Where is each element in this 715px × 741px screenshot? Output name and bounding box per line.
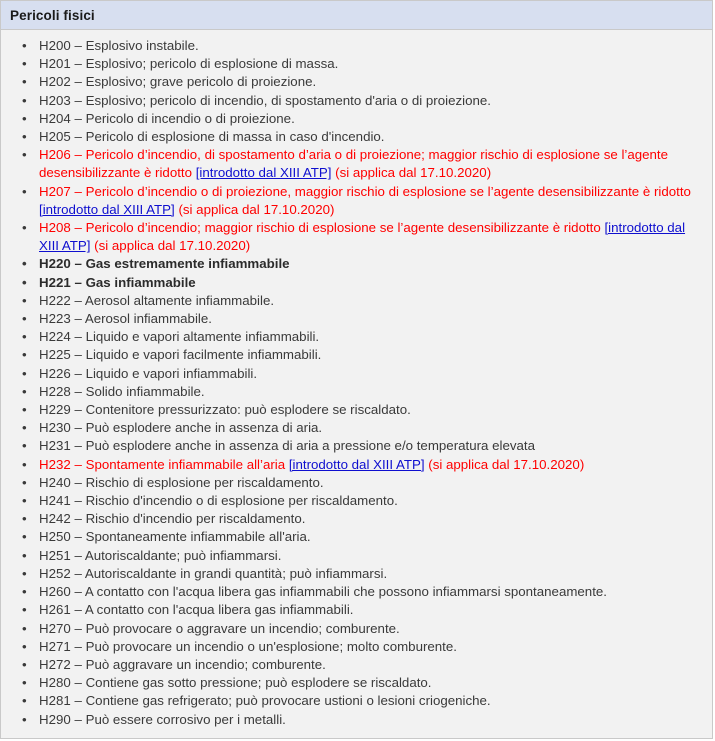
list-item [1,638,704,656]
list-item [1,328,704,346]
hazard-text: H281 – Contiene gas refrigerato; può provocare ustioni o lesioni criogeniche. [39,693,491,709]
applicability-note: (si applica dal 17.10.2020) [90,238,251,254]
hazard-text: H260 – A contatto con l'acqua libera gas infiammabili che possono infiammarsi spontaneamente. [39,584,607,600]
atp-reference-link[interactable]: [introdotto dal XIII ATP] [195,165,332,181]
list-item [1,55,704,73]
hazard-text: H261 – A contatto con l'acqua libera gas infiammabili. [39,602,354,618]
list-item [1,219,704,255]
list-item [1,565,704,583]
hazard-text: H271 – Può provocare un incendio o un'esplosione; molto comburente. [39,638,457,654]
list-item [1,183,704,219]
hazard-text: H220 – Gas estremamente infiammabile [39,256,290,272]
hazard-text: H207 – Pericolo d’incendio o di proiezione, maggior rischio di esplosione se l’agente desensibilizzante è ridotto [39,183,691,199]
applicability-note: (si applica dal 17.10.2020) [424,456,585,472]
hazard-text: H225 – Liquido e vapori facilmente infiammabili. [39,347,322,363]
hazard-text: H202 – Esplosivo; grave pericolo di proiezione. [39,74,317,90]
panel-header [1,1,712,30]
list-item [1,601,704,619]
hazard-text: H242 – Rischio d'incendio per riscaldamento. [39,511,306,527]
list-item [1,674,704,692]
applicability-note: (si applica dal 17.10.2020) [174,201,335,217]
hazard-text: H250 – Spontaneamente infiammabile all'aria. [39,529,311,545]
hazard-text: H290 – Può essere corrosivo per i metalli. [39,711,286,727]
list-item [1,310,704,328]
list-item [1,656,704,674]
page-title: Pericoli fisici [10,7,95,23]
list-item [1,292,704,310]
hazard-text: H226 – Liquido e vapori infiammabili. [39,365,258,381]
list-item [1,620,704,638]
atp-reference-link[interactable]: [introdotto dal XIII ATP] [288,456,425,472]
list-item [1,146,704,182]
list-item [1,401,704,419]
hazard-text: H270 – Può provocare o aggravare un incendio; comburente. [39,620,400,636]
hazard-text: H252 – Autoriscaldante in grandi quantità; può infiammarsi. [39,565,388,581]
list-item [1,346,704,364]
hazard-text: H241 – Rischio d'incendio o di esplosione per riscaldamento. [39,493,398,509]
atp-reference-link[interactable]: [introdotto dal XIII ATP] [39,201,175,217]
list-item [1,547,704,565]
list-item [1,274,704,292]
hazard-text: H206 – Pericolo d’incendio, di spostamento d’aria o di proiezione; maggior rischio di esplosione se l’agente desensibilizzante è ridotto [39,147,669,181]
hazard-text: H201 – Esplosivo; pericolo di esplosione di massa. [39,56,339,72]
list-item [1,437,704,455]
hazard-text: H224 – Liquido e vapori altamente infiammabili. [39,329,320,345]
list-item [1,37,704,55]
hazard-text: H229 – Contenitore pressurizzato: può esplodere se riscaldato. [39,402,411,418]
list-item [1,128,704,146]
hazard-text: H223 – Aerosol infiammabile. [39,311,212,327]
hazard-text: H203 – Esplosivo; pericolo di incendio, di spostamento d'aria o di proiezione. [39,92,491,108]
list-item [1,583,704,601]
list-item [1,110,704,128]
applicability-note: (si applica dal 17.10.2020) [331,165,492,181]
hazard-text: H272 – Può aggravare un incendio; comburente. [39,656,326,672]
hazard-text: H228 – Solido infiammabile. [39,383,205,399]
list-item [1,692,704,710]
list-item [1,456,704,474]
hazard-text: H205 – Pericolo di esplosione di massa in caso d'incendio. [39,129,385,145]
list-item [1,365,704,383]
hazard-text: H231 – Può esplodere anche in assenza di aria a pressione e/o temperatura elevata [39,438,535,454]
list-item [1,383,704,401]
hazard-text: H208 – Pericolo d’incendio; maggior rischio di esplosione se l’agente desensibilizzante è ridotto [39,220,605,236]
list-item [1,492,704,510]
hazard-text: H222 – Aerosol altamente infiammabile. [39,292,275,308]
hazard-statement-list [1,37,704,729]
list-item [1,73,704,91]
list-item [1,528,704,546]
hazard-text: H251 – Autoriscaldante; può infiammarsi. [39,547,282,563]
list-item [1,419,704,437]
hazard-text: H221 – Gas infiammabile [39,274,196,290]
list-item [1,255,704,273]
list-item [1,92,704,110]
panel-body [1,30,712,737]
list-item [1,474,704,492]
atp-reference-link[interactable]: [introdotto dal XIII ATP] [39,220,686,254]
hazard-text: H230 – Può esplodere anche in assenza di aria. [39,420,323,436]
hazard-text: H232 – Spontamente infiammabile all’aria [39,456,289,472]
list-item [1,711,704,729]
hazard-text: H280 – Contiene gas sotto pressione; può esplodere se riscaldato. [39,675,432,691]
list-item [1,510,704,528]
hazard-text: H204 – Pericolo di incendio o di proiezione. [39,110,295,126]
hazard-text: H200 – Esplosivo instabile. [39,38,199,53]
hazard-text: H240 – Rischio di esplosione per riscaldamento. [39,474,324,490]
